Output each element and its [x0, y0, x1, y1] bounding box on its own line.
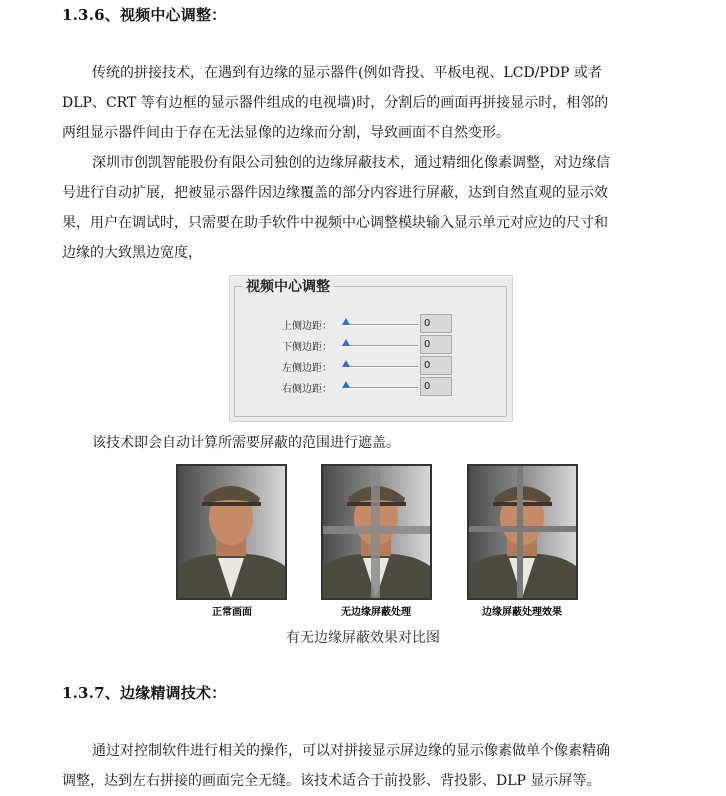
paragraph-edge-masking: [62, 148, 664, 268]
section-heading-1-3-6: 1.3.6、视频中心调整：: [62, 6, 227, 24]
section-heading-1-3-7: 1.3.7、边缘精调技术：: [62, 684, 227, 702]
text-line: 该技术即会自动计算所需要屏蔽的范围进行遮盖。: [92, 435, 400, 451]
text-line: 深圳市创凯智能股份有限公司独创的边缘屏蔽技术，通过精细化像素调整，对边缘信: [92, 155, 610, 171]
right-margin-slider-track[interactable]: [344, 387, 418, 389]
text-line: 传统的拼接技术，在遇到有边缘的显示器件(例如背投、平板电视、LCD/PDP 或者: [92, 65, 602, 81]
text-line: 号进行自动扩展，把被显示器件因边缘覆盖的部分内容进行屏蔽，达到自然直观的显示效: [62, 185, 608, 201]
photo-label-without-masking: 无边缘屏蔽处理: [341, 607, 411, 618]
left-margin-slider-track[interactable]: [344, 366, 418, 368]
right-margin-label: 右侧边距：: [282, 384, 332, 395]
text-line: 两组显示器件间由于存在无法显像的边缘而分割，导致画面不自然变形。: [62, 125, 510, 141]
left-margin-label: 左侧边距：: [282, 363, 332, 374]
top-margin-slider-thumb[interactable]: [342, 318, 350, 325]
text-line: DLP、CRT 等有边框的显示器件组成的电视墙)时，分割后的画面再拼接显示时，相邻的: [62, 95, 609, 111]
bottom-margin-row: [230, 335, 512, 355]
paragraph-auto-calc: [62, 428, 664, 458]
top-margin-label: 上侧边距：: [282, 321, 332, 332]
video-center-adjust-panel: [229, 275, 513, 422]
text-line: 边缘的大致黑边宽度，: [62, 245, 202, 261]
top-margin-input[interactable]: 0: [420, 314, 452, 333]
paragraph-edge-fine-tune: [62, 736, 664, 796]
bottom-margin-input[interactable]: 0: [420, 335, 452, 354]
photo-without-masking: [321, 464, 432, 600]
right-margin-row: [230, 377, 512, 397]
text-line: 通过对控制软件进行相关的操作，可以对拼接显示屏边缘的显示像素做单个像素精确: [92, 743, 610, 759]
bottom-margin-slider-thumb[interactable]: [342, 339, 350, 346]
top-margin-row: [230, 314, 512, 334]
portrait-image-with-seams: [323, 466, 430, 598]
portrait-image-masked: [469, 466, 576, 598]
panel-title: 视频中心调整: [242, 276, 334, 296]
left-margin-row: [230, 356, 512, 376]
paragraph-traditional-splicing: [62, 58, 664, 148]
top-margin-slider-track[interactable]: [344, 324, 418, 326]
photo-with-masking: [467, 464, 578, 600]
photo-normal: [176, 464, 287, 600]
figure-caption: 有无边缘屏蔽效果对比图: [286, 630, 440, 646]
text-line: 果，用户在调试时，只需要在助手软件中视频中心调整模块输入显示单元对应边的尺寸和: [62, 215, 608, 231]
bottom-margin-slider-track[interactable]: [344, 345, 418, 347]
left-margin-input[interactable]: 0: [420, 356, 452, 375]
photo-label-with-masking: 边缘屏蔽处理效果: [482, 607, 562, 618]
bottom-margin-label: 下侧边距：: [282, 342, 332, 353]
left-margin-slider-thumb[interactable]: [342, 360, 350, 367]
photo-label-normal: 正常画面: [212, 607, 252, 618]
right-margin-input[interactable]: 0: [420, 377, 452, 396]
text-line: 调整，达到左右拼接的画面完全无缝。该技术适合于前投影、背投影、DLP 显示屏等。: [62, 773, 601, 789]
right-margin-slider-thumb[interactable]: [342, 381, 350, 388]
portrait-image: [178, 466, 285, 598]
